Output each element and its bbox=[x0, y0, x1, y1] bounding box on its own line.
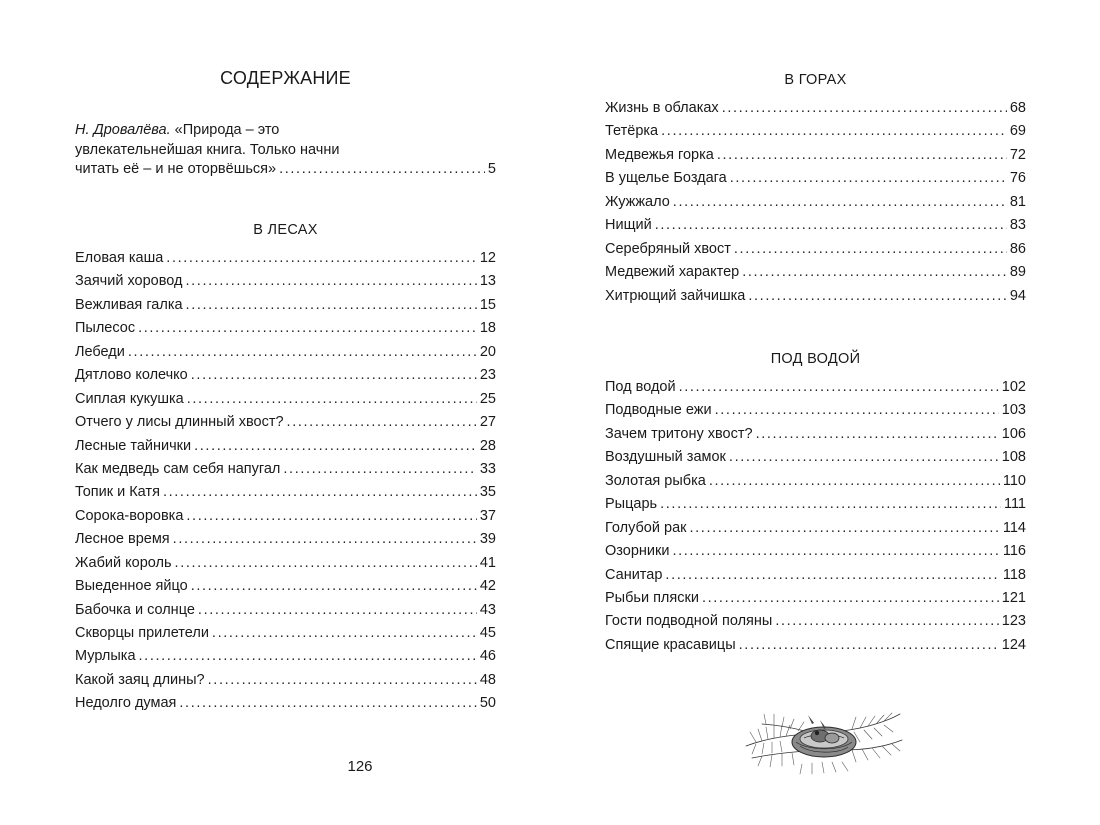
toc-entry-title: Под водой bbox=[605, 379, 676, 395]
intro-line-1 bbox=[75, 121, 496, 141]
toc-entry-page: 48 bbox=[479, 671, 496, 688]
toc-entry[interactable] bbox=[75, 270, 496, 293]
toc-entry-page: 25 bbox=[479, 390, 496, 407]
toc-entry-title: Золотая рыбка bbox=[605, 472, 706, 489]
toc-entry-page: 118 bbox=[1002, 566, 1026, 583]
toc-list-underwater bbox=[605, 376, 1026, 657]
dot-leader bbox=[661, 120, 1007, 143]
dot-leader bbox=[655, 214, 1007, 237]
dot-leader bbox=[194, 435, 477, 458]
toc-entry[interactable] bbox=[605, 610, 1026, 633]
toc-entry-title: Лесное время bbox=[75, 531, 170, 548]
toc-entry[interactable] bbox=[605, 540, 1026, 563]
toc-entry-page: 18 bbox=[479, 320, 496, 337]
toc-entry-title: Гости подводной поляны bbox=[605, 613, 773, 630]
toc-entry[interactable] bbox=[75, 294, 496, 317]
toc-entry[interactable] bbox=[605, 261, 1026, 284]
toc-entry-page: 76 bbox=[1009, 170, 1026, 187]
dot-leader bbox=[198, 599, 477, 622]
toc-entry-page: 116 bbox=[1002, 543, 1026, 560]
dot-leader bbox=[191, 364, 477, 387]
dot-leader bbox=[673, 191, 1007, 214]
toc-entry-page: 89 bbox=[1009, 264, 1026, 281]
toc-entry-title: Сорока-воровка bbox=[75, 507, 184, 524]
toc-entry-page: 28 bbox=[479, 437, 496, 454]
intro-title-end: читать её – и не оторвёшься» bbox=[75, 161, 277, 177]
toc-entry[interactable] bbox=[75, 692, 496, 715]
toc-entry[interactable] bbox=[605, 97, 1026, 120]
toc-entry-page: 12 bbox=[479, 250, 496, 266]
intro-author: Н. Дровалёва. bbox=[75, 122, 171, 138]
toc-entry[interactable] bbox=[75, 247, 496, 270]
intro-line-2: увлекательнейшая книга. Только начни bbox=[75, 141, 340, 158]
toc-entry[interactable] bbox=[605, 446, 1026, 469]
toc-entry-page: 103 bbox=[1001, 402, 1026, 419]
toc-entry-title: Дятлово колечко bbox=[75, 367, 188, 384]
toc-entry[interactable] bbox=[75, 411, 496, 434]
toc-entry-title: В ущелье Боздага bbox=[605, 170, 727, 187]
toc-entry[interactable] bbox=[605, 587, 1026, 610]
toc-entry-title: Спящие красавицы bbox=[605, 636, 736, 653]
toc-entry-page: 27 bbox=[479, 414, 496, 431]
section-title-mountains: В ГОРАХ bbox=[784, 72, 847, 88]
dot-leader bbox=[756, 423, 999, 446]
toc-entry-title: Хитрющий зайчишка bbox=[605, 287, 746, 304]
dot-leader bbox=[279, 160, 485, 180]
toc-entry-title: Пылесос bbox=[75, 320, 136, 337]
dot-leader bbox=[283, 458, 476, 481]
toc-entry[interactable] bbox=[605, 517, 1026, 540]
toc-entry[interactable] bbox=[75, 622, 496, 645]
pine-branch-nest-icon bbox=[742, 684, 904, 780]
toc-entry-title: Жизнь в облаках bbox=[605, 100, 719, 116]
dot-leader bbox=[186, 505, 476, 528]
toc-entry[interactable] bbox=[75, 645, 496, 668]
toc-entry-page: 13 bbox=[479, 273, 496, 290]
toc-entry-title: Еловая каша bbox=[75, 250, 164, 266]
toc-entry-title: Лесные тайнички bbox=[75, 437, 192, 454]
toc-entry[interactable] bbox=[605, 191, 1026, 214]
dot-leader bbox=[715, 399, 999, 422]
toc-entry-page: 94 bbox=[1009, 287, 1026, 304]
toc-entry-title: Лебеди bbox=[75, 343, 125, 360]
toc-entry-page: 106 bbox=[1001, 425, 1026, 442]
toc-entry-page: 35 bbox=[479, 484, 496, 501]
toc-entry-title: Нищий bbox=[605, 217, 652, 234]
dot-leader bbox=[186, 294, 477, 317]
dot-leader bbox=[665, 564, 999, 587]
toc-entry-title: Скворцы прилетели bbox=[75, 625, 209, 641]
dot-leader bbox=[139, 645, 477, 668]
toc-entry[interactable] bbox=[605, 144, 1026, 167]
page-title: СОДЕРЖАНИЕ bbox=[220, 68, 351, 88]
toc-entry-page: 33 bbox=[479, 460, 496, 477]
toc-entry[interactable] bbox=[605, 285, 1026, 308]
dot-leader bbox=[660, 493, 1001, 516]
toc-entry-title: Бабочка и солнце bbox=[75, 601, 195, 618]
toc-entry-title: Как медведь сам себя напугал bbox=[75, 460, 281, 477]
toc-entry-title: Сиплая кукушка bbox=[75, 390, 184, 407]
section-title-underwater: ПОД ВОДОЙ bbox=[770, 351, 861, 367]
dot-leader bbox=[163, 481, 477, 504]
toc-entry-title: Рыбьи пляски bbox=[605, 589, 699, 606]
toc-entry[interactable] bbox=[75, 599, 496, 622]
toc-entry-title: Медвежья горка bbox=[605, 146, 714, 163]
toc-entry-title: Подводные ежи bbox=[605, 402, 712, 419]
dot-leader bbox=[173, 528, 477, 551]
toc-entry-title: Жужжало bbox=[605, 193, 670, 210]
intro-line-3 bbox=[75, 160, 496, 180]
dot-leader bbox=[729, 446, 999, 469]
toc-list-mountains bbox=[605, 97, 1026, 308]
dot-leader bbox=[739, 634, 999, 657]
toc-entry[interactable] bbox=[75, 458, 496, 481]
intro-entry[interactable] bbox=[75, 121, 496, 180]
toc-entry-title: Тетёрка bbox=[605, 123, 659, 140]
toc-entry[interactable] bbox=[75, 575, 496, 598]
toc-entry-title: Зачем тритону хвост? bbox=[605, 425, 753, 442]
dot-leader bbox=[679, 376, 999, 399]
intro-page: 5 bbox=[487, 161, 496, 177]
toc-list-forest bbox=[75, 247, 496, 716]
toc-entry-page: 37 bbox=[479, 507, 496, 524]
toc-entry[interactable] bbox=[605, 238, 1026, 261]
toc-entry[interactable] bbox=[75, 341, 496, 364]
toc-entry[interactable] bbox=[605, 564, 1026, 587]
dot-leader bbox=[730, 167, 1007, 190]
toc-entry-title: Рыцарь bbox=[605, 496, 658, 513]
toc-entry-page: 46 bbox=[479, 648, 496, 665]
toc-entry-page: 123 bbox=[1001, 613, 1026, 630]
dot-leader bbox=[287, 411, 477, 434]
toc-entry[interactable] bbox=[605, 167, 1026, 190]
toc-entry[interactable] bbox=[605, 634, 1026, 657]
toc-entry-page: 72 bbox=[1009, 146, 1026, 163]
toc-entry[interactable] bbox=[605, 399, 1026, 422]
dot-leader bbox=[717, 144, 1007, 167]
toc-entry-page: 110 bbox=[1002, 472, 1026, 489]
toc-entry-page: 102 bbox=[1001, 379, 1026, 395]
dot-leader bbox=[722, 97, 1007, 120]
toc-entry-title: Отчего у лисы длинный хвост? bbox=[75, 414, 284, 431]
toc-entry-page: 86 bbox=[1009, 240, 1026, 257]
dot-leader bbox=[166, 247, 477, 270]
toc-entry-title: Голубой рак bbox=[605, 519, 687, 536]
toc-entry-title: Недолго думая bbox=[75, 695, 177, 712]
toc-entry[interactable] bbox=[75, 317, 496, 340]
toc-entry[interactable] bbox=[75, 528, 496, 551]
dot-leader bbox=[208, 669, 477, 692]
dot-leader bbox=[775, 610, 998, 633]
toc-entry-page: 81 bbox=[1009, 193, 1026, 210]
toc-entry-page: 121 bbox=[1001, 589, 1026, 606]
toc-entry[interactable] bbox=[605, 470, 1026, 493]
toc-entry-page: 83 bbox=[1009, 217, 1026, 234]
dot-leader bbox=[138, 317, 477, 340]
toc-entry-title: Вежливая галка bbox=[75, 296, 183, 313]
intro-title-start: «Природа – это bbox=[174, 122, 280, 138]
toc-entry[interactable] bbox=[605, 120, 1026, 143]
toc-entry[interactable] bbox=[75, 669, 496, 692]
toc-entry-page: 41 bbox=[479, 554, 496, 571]
toc-entry-page: 20 bbox=[479, 343, 496, 360]
toc-entry-page: 69 bbox=[1009, 123, 1026, 140]
dot-leader bbox=[702, 587, 999, 610]
toc-entry-page: 15 bbox=[479, 296, 496, 313]
dot-leader bbox=[212, 622, 477, 645]
toc-entry[interactable] bbox=[75, 388, 496, 411]
toc-entry-title: Серебряный хвост bbox=[605, 240, 731, 257]
toc-entry-page: 45 bbox=[479, 625, 496, 641]
dot-leader bbox=[175, 552, 477, 575]
dot-leader bbox=[748, 285, 1007, 308]
toc-entry[interactable] bbox=[605, 214, 1026, 237]
toc-entry-page: 39 bbox=[479, 531, 496, 548]
toc-entry-page: 23 bbox=[479, 367, 496, 384]
dot-leader bbox=[672, 540, 999, 563]
toc-entry[interactable] bbox=[75, 505, 496, 528]
page-number: 126 bbox=[347, 758, 373, 775]
toc-entry-title: Топик и Катя bbox=[75, 484, 160, 501]
toc-entry-title: Воздушный замок bbox=[605, 449, 726, 466]
section-title-forest: В ЛЕСАХ bbox=[253, 222, 318, 238]
toc-entry[interactable] bbox=[605, 493, 1026, 516]
toc-entry[interactable] bbox=[75, 435, 496, 458]
dot-leader bbox=[734, 238, 1007, 261]
toc-entry-title: Заячий хоровод bbox=[75, 273, 183, 290]
dot-leader bbox=[185, 270, 476, 293]
toc-entry-title: Какой заяц длины? bbox=[75, 671, 205, 688]
toc-entry-page: 111 bbox=[1003, 496, 1026, 513]
dot-leader bbox=[128, 341, 477, 364]
toc-entry-title: Выеденное яйцо bbox=[75, 578, 188, 595]
toc-entry-page: 124 bbox=[1001, 636, 1026, 653]
dot-leader bbox=[179, 692, 476, 715]
toc-entry[interactable] bbox=[605, 376, 1026, 399]
toc-entry-title: Санитар bbox=[605, 566, 663, 583]
toc-entry-title: Озорники bbox=[605, 543, 670, 560]
dot-leader bbox=[689, 517, 999, 540]
toc-entry-page: 114 bbox=[1002, 519, 1026, 536]
toc-entry[interactable] bbox=[605, 423, 1026, 446]
toc-entry[interactable] bbox=[75, 552, 496, 575]
toc-entry-title: Мурлыка bbox=[75, 648, 136, 665]
dot-leader bbox=[187, 388, 477, 411]
toc-entry-title: Медвежий характер bbox=[605, 264, 740, 281]
dot-leader bbox=[191, 575, 477, 598]
dot-leader bbox=[742, 261, 1007, 284]
toc-entry-title: Жабий король bbox=[75, 554, 172, 571]
toc-entry-page: 43 bbox=[479, 601, 496, 618]
toc-entry-page: 68 bbox=[1009, 100, 1026, 116]
toc-entry-page: 50 bbox=[479, 695, 496, 712]
dot-leader bbox=[709, 470, 1000, 493]
toc-entry-page: 42 bbox=[479, 578, 496, 595]
toc-entry-page: 108 bbox=[1001, 449, 1026, 466]
toc-entry[interactable] bbox=[75, 364, 496, 387]
toc-entry[interactable] bbox=[75, 481, 496, 504]
